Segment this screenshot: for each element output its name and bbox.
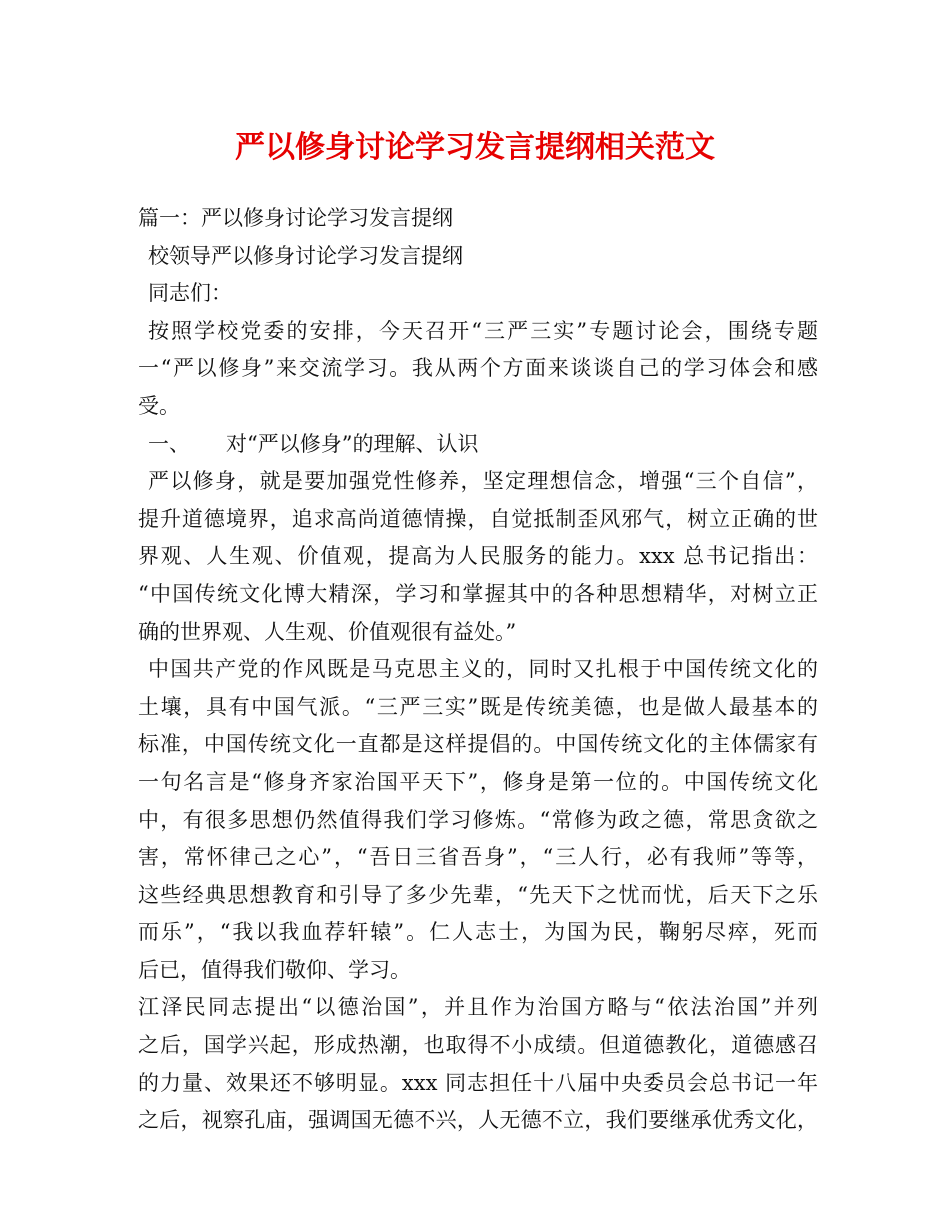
section-heading: 篇一：严以修身讨论学习发言提纲	[138, 206, 453, 230]
subtitle-line: 校领导严以修身讨论学习发言提纲	[148, 243, 463, 268]
paragraph-line: 这些经典思想教育和引导了多少先辈，“先天下之忧而忧，后天下之乐	[138, 882, 818, 907]
paragraph-line: 界观、人生观、价值观，提高为人民服务的能力。xxx 总书记指出：	[138, 544, 818, 569]
heading-number: 一、	[148, 431, 190, 456]
numbered-heading	[138, 426, 818, 464]
paragraph-line: 中，有很多思想仍然值得我们学习修炼。“常修为政之德，常思贪欲之	[138, 807, 818, 832]
paragraph-line: 一句名言是“修身齐家治国平天下”，修身是第一位的。中国传统文化	[138, 769, 818, 794]
salutation-line: 同志们：	[148, 281, 232, 306]
paragraph-line: 提升道德境界，追求高尚道德情操，自觉抵制歪风邪气，树立正确的世	[138, 506, 818, 531]
document-title: 严以修身讨论学习发言提纲相关范文	[235, 130, 715, 165]
paragraph-line: 江泽民同志提出“以德治国”，并且作为治国方略与“依法治国”并列	[138, 995, 818, 1020]
paragraph-line: 标准，中国传统文化一直都是这样提倡的。中国传统文化的主体儒家有	[138, 732, 818, 757]
paragraph-line: 而乐”，“我以我血荐轩辕”。仁人志士，为国为民，鞠躬尽瘁，死而	[138, 920, 818, 945]
paragraph-line: 后已，值得我们敬仰、学习。	[138, 957, 411, 982]
paragraph-line: “中国传统文化博大精深，学习和掌握其中的各种思想精华，对树立正	[138, 581, 818, 606]
paragraph-line: 的力量、效果还不够明显。xxx 同志担任十八届中央委员会总书记一年	[138, 1070, 818, 1095]
heading-text: 对“严以修身”的理解、认识	[226, 431, 479, 456]
paragraph-line: 受。	[138, 393, 180, 418]
paragraph-line: 害，常怀律己之心”，“吾日三省吾身”，“三人行，必有我师”等等，	[138, 845, 818, 870]
document-body	[138, 200, 818, 1140]
paragraph-line: 一“严以修身”来交流学习。我从两个方面来谈谈自己的学习体会和感	[138, 356, 818, 381]
paragraph-line: 按照学校党委的安排，今天召开“三严三实”专题讨论会，围绕专题	[148, 318, 818, 343]
paragraph-line: 严以修身，就是要加强党性修养，坚定理想信念，增强“三个自信”，	[148, 469, 818, 494]
paragraph-line: 确的世界观、人生观、价值观很有益处。”	[138, 619, 517, 644]
paragraph-line: 之后，国学兴起，形成热潮，也取得不小成绩。但道德教化，道德感召	[138, 1033, 818, 1058]
paragraph-line: 土壤，具有中国气派。“三严三实”既是传统美德，也是做人最基本的	[138, 694, 818, 719]
paragraph-line: 中国共产党的作风既是马克思主义的，同时又扎根于中国传统文化的	[148, 657, 818, 682]
paragraph-line: 之后，视察孔庙，强调国无德不兴，人无德不立，我们要继承优秀文化，	[138, 1108, 818, 1133]
